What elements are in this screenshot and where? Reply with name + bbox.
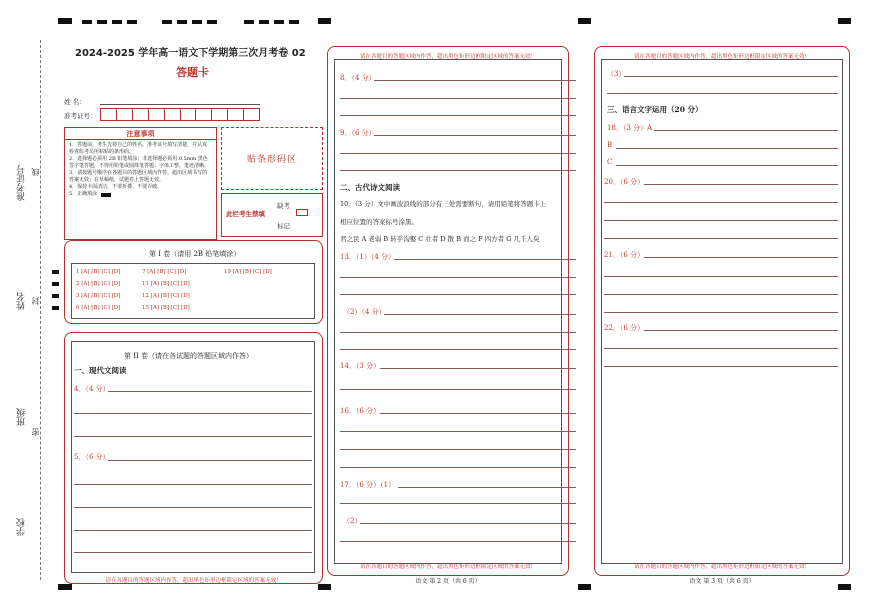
exam-no-label: 准考证号： (64, 112, 97, 120)
answer-line[interactable] (604, 366, 838, 367)
timing-mark (162, 20, 172, 24)
answer-line[interactable] (380, 368, 576, 369)
side-label-class: 班级 (17, 408, 27, 426)
absent-label: 此栏考生禁填 (226, 210, 265, 218)
answer-line[interactable] (604, 276, 838, 277)
choice-row[interactable]: 19 [A] [B] [C] [D] (224, 269, 272, 275)
warning-header: 请在各题目的答题区域内作答，超出黑色矩形边框限定区域的答案无效！ (359, 54, 536, 60)
question-16-label: 16．（6 分） (340, 407, 381, 415)
question-17-1-label: 17．（6 分）（1） (340, 481, 396, 489)
timing-mark (52, 270, 59, 274)
choice-row[interactable]: 11 [A] [B] [C] [D] (142, 281, 190, 287)
timing-mark (112, 20, 122, 24)
question-18-label: 18．（3 分）A (607, 124, 653, 132)
timing-mark (578, 18, 591, 24)
exam-no-boxes[interactable] (100, 108, 260, 121)
notice-item: 2．选择题必须用 2B 铅笔填涂；非选择题必须用 0.5mm 黑色签字笔答题，不得用铅笔或圆珠笔答题；字体工整、笔迹清晰。 (69, 156, 210, 169)
timing-mark (207, 20, 217, 24)
timing-mark (58, 584, 72, 590)
question-13-2-label: （2）（4 分） (343, 308, 386, 316)
notice-box (64, 127, 217, 240)
answer-line[interactable] (607, 93, 838, 94)
page-number: 语文 第 2 页（共 6 页） (415, 578, 481, 585)
answer-line[interactable] (616, 165, 838, 166)
answer-line[interactable] (74, 552, 312, 553)
answer-line[interactable] (340, 449, 576, 450)
timing-mark (318, 18, 331, 24)
timing-mark (127, 20, 137, 24)
answer-line[interactable] (340, 153, 576, 154)
answer-line[interactable] (644, 257, 838, 258)
answer-line[interactable] (340, 294, 576, 295)
choice-row[interactable]: 15 [A] [B] [C] [D] (142, 305, 190, 311)
timing-mark (82, 20, 92, 24)
answer-line[interactable] (604, 238, 838, 239)
timing-mark (289, 20, 299, 24)
name-field[interactable] (100, 104, 260, 105)
question-4-label: 4．（4 分） (74, 385, 110, 393)
answer-line[interactable] (74, 530, 312, 531)
question-21-label: 21．（6 分） (604, 251, 645, 259)
timing-mark (244, 20, 254, 24)
answer-line[interactable] (340, 170, 576, 171)
question-20-label: 20．（6 分） (604, 178, 645, 186)
notice-item: 1．答题前，考生先将自己的姓名、准考证号填写清楚，并认真检查监考员所粘贴的条形码。 (69, 142, 208, 155)
answer-line[interactable] (604, 348, 838, 349)
answer-line[interactable] (340, 349, 576, 350)
timing-mark (52, 282, 59, 286)
answer-line[interactable] (616, 148, 838, 149)
answer-line[interactable] (108, 460, 312, 461)
section-language-use: 三、语言文字运用（20 分） (607, 105, 703, 114)
notice-title: 注意事项 (65, 128, 216, 140)
filled-sample-icon (101, 193, 111, 197)
answer-line[interactable] (654, 130, 838, 131)
answer-line[interactable] (604, 220, 838, 221)
answer-line[interactable] (604, 312, 838, 313)
page-number: 语文 第 3 页（共 6 页） (689, 578, 755, 585)
answer-line[interactable] (74, 436, 312, 437)
answer-line[interactable] (340, 98, 576, 99)
timing-mark (578, 584, 591, 590)
binding-dashed-line (40, 40, 41, 580)
answer-line[interactable] (340, 431, 576, 432)
answer-line[interactable] (108, 391, 312, 392)
warning-footer: 请在各题目的答题区域内作答，超出黑色矩形边框限定区域的答案无效！ (633, 564, 810, 570)
notice-item: 5．正确填涂 (69, 191, 98, 197)
timing-mark (97, 20, 107, 24)
answer-line[interactable] (374, 135, 576, 136)
answer-line[interactable] (398, 487, 576, 488)
answer-line[interactable] (74, 413, 312, 414)
answer-line[interactable] (384, 314, 576, 315)
choice-row[interactable]: 2 [A] [B] [C] [D] (76, 281, 121, 287)
answer-line[interactable] (340, 467, 576, 468)
answer-line[interactable] (644, 184, 838, 185)
timing-mark (52, 294, 59, 298)
question-17-2-label: （2） (343, 517, 362, 525)
answer-line[interactable] (74, 484, 312, 485)
name-label: 姓 名： (64, 98, 86, 106)
side-label-dense: 密 (31, 428, 40, 436)
barcode-area (221, 127, 323, 190)
part2-title: 第 II 卷（请在各试题的答题区域内作答） (124, 352, 253, 360)
answer-line[interactable] (374, 80, 576, 81)
warning-footer: 请在各题目的答题区域内作答，超出黑色矩形边框限定区域的答案无效！ (359, 564, 536, 570)
side-label-exam-no: 准考证号 (17, 165, 27, 201)
section-modern-reading: 一、现代文阅读 (74, 366, 127, 375)
question-22-label: 22．（6 分） (604, 324, 645, 332)
choice-row[interactable]: 1 [A] [B] [C] [D] (76, 269, 121, 275)
choice-row[interactable]: 3 [A] [B] [C] [D] (76, 293, 121, 299)
answer-line[interactable] (74, 507, 312, 508)
choice-row[interactable]: 12 [A] [B] [C] [D] (142, 293, 190, 299)
absent-box (221, 193, 323, 237)
question-14-label: 14．（3 分） (340, 362, 381, 370)
page-title: 2024-2025 学年高一语文下学期第三次月考卷 02 (75, 48, 306, 59)
answer-line[interactable] (644, 330, 838, 331)
page-subtitle: 答题卡 (176, 66, 209, 79)
question-3-label: （3） (607, 70, 626, 78)
part1-choices-box (71, 263, 315, 319)
question-5-label: 5．（6 分） (74, 453, 110, 461)
section-classical: 二、古代诗文阅读 (340, 183, 400, 192)
notice-item: 3．请按题号顺序在各题目的答题区域内作答，超出区域书写的答案无效；在草稿纸、试题卷上答题无效。 (69, 170, 208, 183)
absent-checkbox[interactable] (296, 209, 308, 216)
side-label-school: 学校 (17, 518, 27, 536)
barcode-label: 贴条形码区 (246, 155, 297, 165)
side-label-name: 姓名 (17, 292, 27, 310)
notice-item: 4．保持卡面清洁，不要折叠、不要弄破。 (69, 184, 163, 190)
timing-mark (259, 20, 269, 24)
question-10-text: 相应位置的答案标号涂黑。 (340, 218, 418, 226)
question-13-1-label: 13．（1）（4 分） (340, 253, 396, 261)
answer-line[interactable] (340, 389, 576, 390)
absent-mark-text: 标记 (277, 222, 290, 230)
question-10-text: 10．（3 分）文中画波浪线的部分有三处需要断句，请用铅笔将答题卡上 (340, 200, 547, 208)
answer-line[interactable] (340, 541, 576, 542)
absent-text: 缺考 (277, 202, 290, 210)
timing-mark (58, 18, 72, 24)
choice-row[interactable]: 6 [A] [B] [C] [D] (76, 305, 121, 311)
question-18-c-label: C (607, 158, 613, 166)
answer-line[interactable] (340, 503, 576, 504)
timing-mark (52, 306, 59, 310)
part1-panel (64, 240, 323, 324)
answer-line[interactable] (604, 294, 838, 295)
timing-mark (177, 20, 187, 24)
timing-mark (838, 18, 851, 24)
answer-line[interactable] (624, 76, 838, 77)
choice-row[interactable]: 7 [A] [B] [C] [D] (142, 269, 187, 275)
answer-line[interactable] (394, 259, 576, 260)
answer-line[interactable] (340, 332, 576, 333)
answer-line[interactable] (360, 523, 576, 524)
side-label-seal: 封 (31, 297, 40, 305)
question-8-label: 8．（4 分） (340, 74, 376, 82)
answer-line[interactable] (380, 413, 576, 414)
warning-header: 请在各题目的答题区域内作答，超出黑色矩形边框限定区域的答案无效！ (633, 54, 810, 60)
part1-title: 第 I 卷（请用 2B 铅笔填涂） (149, 250, 241, 258)
answer-line[interactable] (340, 115, 576, 116)
answer-line[interactable] (340, 277, 576, 278)
warning-footer: 请在各题目的答题区域内作答，超出黑色矩形边框限定区域的答案无效！ (105, 578, 282, 584)
question-10-sequence[interactable]: 君之民 A 老弱 B 转乎沟壑 C 壮者 D 散 B 而之 F 四方者 G 几千人矣 (340, 235, 540, 243)
timing-mark (192, 20, 202, 24)
side-label-line: 线 (31, 168, 40, 176)
timing-mark (274, 20, 284, 24)
question-9-label: 9．（6 分） (340, 129, 376, 137)
question-18-b-label: B (607, 141, 613, 149)
answer-line[interactable] (604, 202, 838, 203)
